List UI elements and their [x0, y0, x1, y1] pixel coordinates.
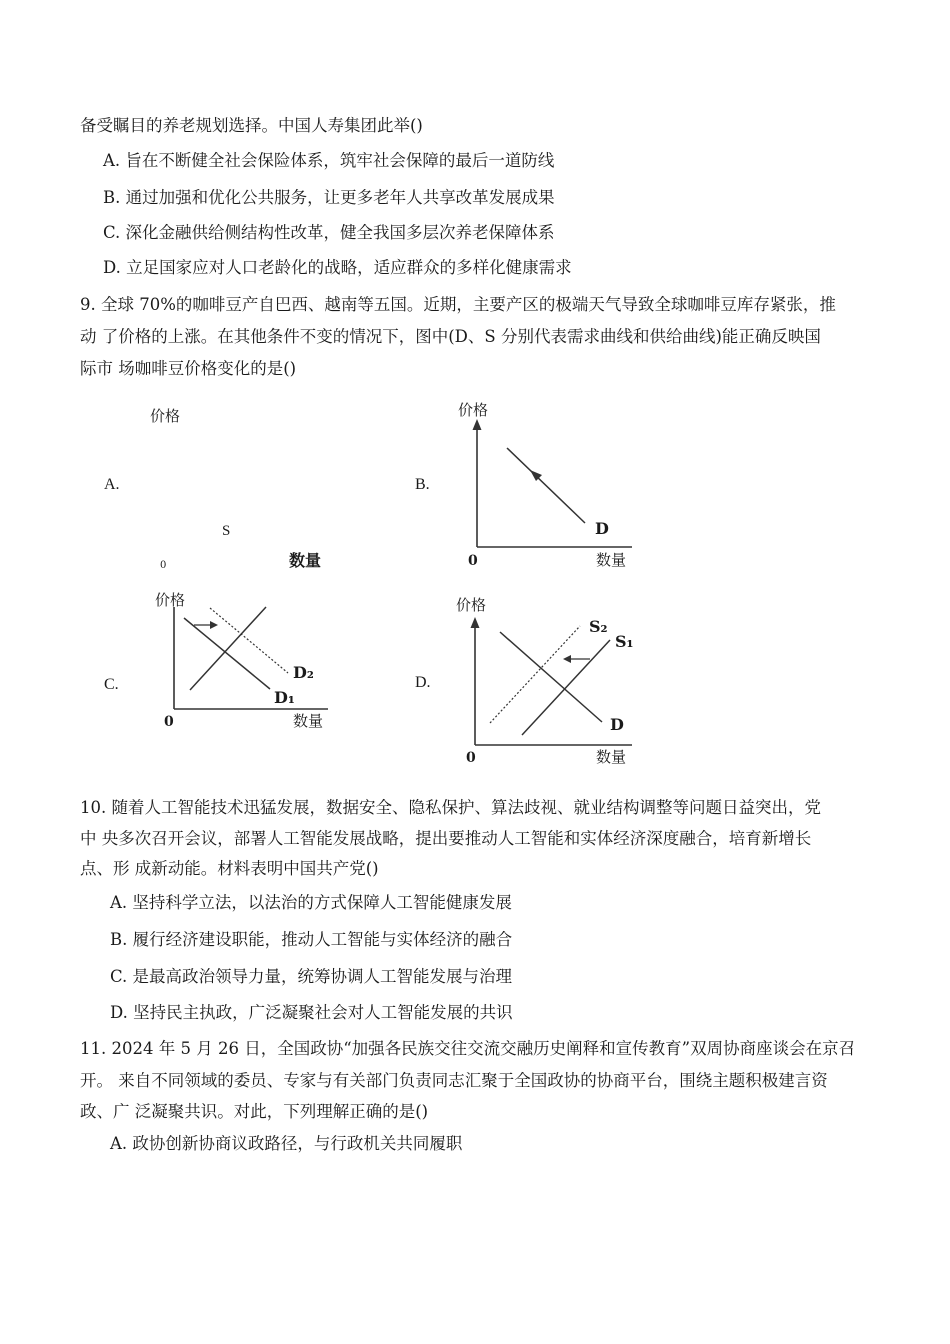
graph-c-price-label: 价格 — [155, 591, 186, 609]
graph-a-price-label: 价格 — [150, 407, 181, 425]
graph-c-origin: 0 — [164, 714, 174, 730]
q11-line-3: 政、广 泛凝聚共识。对此，下列理解正确的是() — [80, 1102, 429, 1121]
q9-choice-a[interactable]: A. — [104, 476, 120, 493]
q9-line-3: 际市 场咖啡豆价格变化的是() — [80, 359, 297, 378]
q10-line-3: 点、形 成新动能。材料表明中国共产党() — [80, 859, 379, 878]
graph-b-demand-curve — [507, 448, 585, 523]
graph-b-qty-label: 数量 — [596, 551, 627, 569]
q10-option-b[interactable]: B. 履行经济建设职能，推动人工智能与实体经济的融合 — [110, 930, 513, 949]
graph-a-qty-label: 数量 — [289, 551, 322, 570]
graph-c-supply-curve — [190, 607, 266, 690]
graph-d-d-label: D — [610, 715, 624, 734]
graph-c-shift-arrow-head — [210, 621, 218, 629]
graph-d-qty-label: 数量 — [596, 748, 627, 766]
graph-c-d1-curve — [184, 618, 270, 689]
q10-line-2: 中 央多次召开会议，部署人工智能发展战略，提出要推动人工智能和实体经济深度融合，培育新增长 — [80, 829, 812, 848]
graph-d — [450, 590, 645, 770]
graph-b-y-arrow — [473, 419, 482, 430]
q9-line-1: 9. 全球 70%的咖啡豆产自巴西、越南等五国。近期，主要产区的极端天气导致全球咖啡豆库存紧张，推 — [80, 295, 836, 314]
graph-d-demand-curve — [500, 632, 602, 722]
graph-a-origin: 0 — [160, 560, 167, 571]
graph-d-s2-label: S₂ — [589, 617, 608, 636]
graph-c-d2-curve — [210, 608, 288, 673]
graph-d-s2-curve — [490, 626, 580, 723]
q9-choice-d[interactable]: D. — [415, 674, 431, 691]
graph-c — [150, 585, 340, 730]
graph-d-shift-arrow-head — [563, 655, 571, 663]
q10-option-d[interactable]: D. 坚持民主执政，广泛凝聚社会对人工智能发展的共识 — [110, 1003, 513, 1022]
graph-c-d2-label: D₂ — [293, 663, 314, 682]
q11-line-2: 开。 来自不同领域的委员、专家与有关部门负责同志汇聚于全国政协的协商平台，围绕主题积极建言资 — [80, 1071, 828, 1090]
q8-option-a[interactable]: A. 旨在不断健全社会保险体系，筑牢社会保障的最后一道防线 — [103, 151, 555, 170]
graph-b-price-label: 价格 — [458, 401, 489, 419]
q10-option-c[interactable]: C. 是最高政治领导力量，统筹协调人工智能发展与治理 — [110, 967, 513, 986]
graph-b — [450, 395, 640, 575]
graph-d-origin: 0 — [466, 750, 476, 766]
graph-c-d1-label: D₁ — [274, 688, 295, 707]
graph-d-s1-curve — [522, 640, 610, 735]
q9-choice-b[interactable]: B. — [415, 476, 430, 493]
q9-choice-c[interactable]: C. — [104, 676, 119, 693]
graph-b-d-label: D — [595, 519, 609, 538]
q10-option-a[interactable]: A. 坚持科学立法，以法治的方式保障人工智能健康发展 — [110, 893, 512, 912]
graph-d-s1-label: S₁ — [615, 632, 634, 651]
q10-line-1: 10. 随着人工智能技术迅猛发展，数据安全、隐私保护、算法歧视、就业结构调整等问题日益突出，党 — [80, 798, 821, 817]
graph-a-s-label: S — [222, 523, 231, 539]
q8-option-d[interactable]: D. 立足国家应对人口老龄化的战略，适应群众的多样化健康需求 — [103, 258, 572, 277]
graph-d-y-arrow — [471, 617, 480, 628]
q8-stem: 备受瞩目的养老规划选择。中国人寿集团此举() — [80, 116, 423, 135]
graph-b-origin: 0 — [468, 553, 478, 569]
q8-option-b[interactable]: B. 通过加强和优化公共服务，让更多老年人共享改革发展成果 — [103, 188, 555, 207]
q8-option-c[interactable]: C. 深化金融供给侧结构性改革，健全我国多层次养老保障体系 — [103, 223, 555, 242]
q11-option-a[interactable]: A. 政协创新协商议政路径，与行政机关共同履职 — [110, 1134, 463, 1153]
q9-line-2: 动 了价格的上涨。在其他条件不变的情况下，图中(D、S 分别代表需求曲线和供给曲线)能正确反映国 — [80, 327, 821, 346]
graph-c-qty-label: 数量 — [293, 712, 324, 730]
q11-line-1: 11. 2024 年 5 月 26 日，全国政协“加强各民族交往交流交融历史阐释和宣传教育”双周协商座谈会在京召 — [80, 1039, 856, 1058]
graph-d-price-label: 价格 — [456, 596, 487, 614]
